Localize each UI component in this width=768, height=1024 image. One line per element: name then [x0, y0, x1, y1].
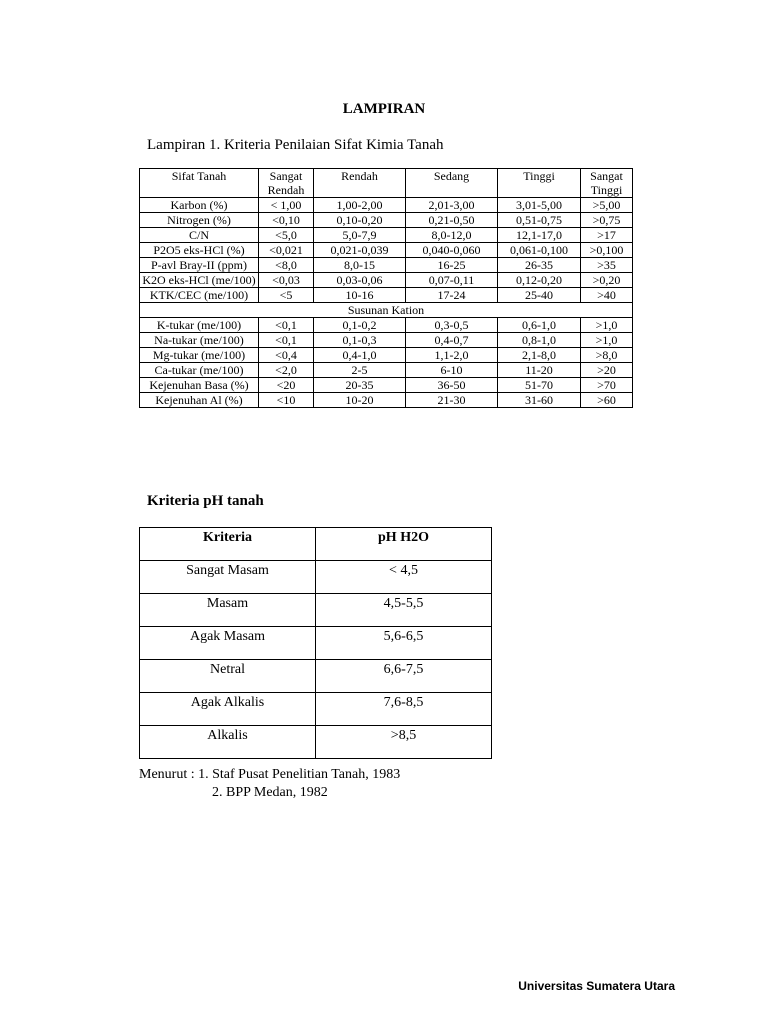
cell: 16-25 — [406, 258, 498, 273]
cell: >0,20 — [581, 273, 633, 288]
cell: 0,061-0,100 — [498, 243, 581, 258]
cell: <10 — [259, 393, 314, 408]
cell: 25-40 — [498, 288, 581, 303]
table-row — [140, 348, 633, 363]
cell: 0,07-0,11 — [406, 273, 498, 288]
cell: C/N — [140, 228, 259, 243]
cell: P-avl Bray-II (ppm) — [140, 258, 259, 273]
cell: Netral — [140, 660, 316, 693]
cell: <0,021 — [259, 243, 314, 258]
cell: < 4,5 — [316, 561, 492, 594]
cell: 26-35 — [498, 258, 581, 273]
cell: 3,01-5,00 — [498, 198, 581, 213]
table-row — [140, 198, 633, 213]
cell: Kejenuhan Al (%) — [140, 393, 259, 408]
table-row — [140, 243, 633, 258]
cell: 0,4-1,0 — [314, 348, 406, 363]
cell: <5 — [259, 288, 314, 303]
table-row — [140, 726, 492, 759]
cell: 0,1-0,2 — [314, 318, 406, 333]
cell: <2,0 — [259, 363, 314, 378]
cell: Alkalis — [140, 726, 316, 759]
cell: <0,03 — [259, 273, 314, 288]
source-line-2: 2. BPP Medan, 1982 — [212, 785, 328, 800]
cell: Kejenuhan Basa (%) — [140, 378, 259, 393]
cell: <0,10 — [259, 213, 314, 228]
cell: 8,0-12,0 — [406, 228, 498, 243]
cell: 21-30 — [406, 393, 498, 408]
table-row — [140, 561, 492, 594]
cell: 0,21-0,50 — [406, 213, 498, 228]
cell: >35 — [581, 258, 633, 273]
cell: 8,0-15 — [314, 258, 406, 273]
cell: 36-50 — [406, 378, 498, 393]
cell: 0,8-1,0 — [498, 333, 581, 348]
header-cell: Sangat Rendah — [259, 169, 314, 198]
cell: 10-20 — [314, 393, 406, 408]
cell: Sangat Masam — [140, 561, 316, 594]
cell: >0,100 — [581, 243, 633, 258]
cell: >5,00 — [581, 198, 633, 213]
cell: >0,75 — [581, 213, 633, 228]
cell: 6,6-7,5 — [316, 660, 492, 693]
cell: 0,3-0,5 — [406, 318, 498, 333]
cell: 0,12-0,20 — [498, 273, 581, 288]
cell: Masam — [140, 594, 316, 627]
header-cell: Kriteria — [140, 528, 316, 561]
cell: Nitrogen (%) — [140, 213, 259, 228]
cell: Karbon (%) — [140, 198, 259, 213]
cell: <5,0 — [259, 228, 314, 243]
cell: 7,6-8,5 — [316, 693, 492, 726]
cell: 12,1-17,0 — [498, 228, 581, 243]
cell: 2,01-3,00 — [406, 198, 498, 213]
cell: 2-5 — [314, 363, 406, 378]
table-row — [140, 333, 633, 348]
cell: 0,03-0,06 — [314, 273, 406, 288]
table-row — [140, 660, 492, 693]
cell: 0,1-0,3 — [314, 333, 406, 348]
table-row — [140, 363, 633, 378]
cell: <0,4 — [259, 348, 314, 363]
cell: 0,6-1,0 — [498, 318, 581, 333]
cell: 0,4-0,7 — [406, 333, 498, 348]
cell: 1,1-2,0 — [406, 348, 498, 363]
header-cell: Sedang — [406, 169, 498, 198]
cell: <8,0 — [259, 258, 314, 273]
cell: Agak Alkalis — [140, 693, 316, 726]
cell: < 1,00 — [259, 198, 314, 213]
cell: Agak Masam — [140, 627, 316, 660]
cell: 1,00-2,00 — [314, 198, 406, 213]
cell: >40 — [581, 288, 633, 303]
cell: 5,6-6,5 — [316, 627, 492, 660]
cell: 0,021-0,039 — [314, 243, 406, 258]
cell: 10-16 — [314, 288, 406, 303]
table-header-row — [140, 169, 633, 198]
cell: >8,0 — [581, 348, 633, 363]
cell: >20 — [581, 363, 633, 378]
ph-section-title: Kriteria pH tanah — [147, 493, 264, 509]
footer-university: Universitas Sumatera Utara — [518, 979, 675, 993]
cell: 6-10 — [406, 363, 498, 378]
section-row — [140, 303, 633, 318]
cell: KTK/CEC (me/100) — [140, 288, 259, 303]
header-cell: Sifat Tanah — [140, 169, 259, 198]
cell: K-tukar (me/100) — [140, 318, 259, 333]
cell: 5,0-7,9 — [314, 228, 406, 243]
cell: <20 — [259, 378, 314, 393]
table-row — [140, 258, 633, 273]
table-row — [140, 288, 633, 303]
source-line-1: Menurut : 1. Staf Pusat Penelitian Tanah, 1983 — [139, 767, 401, 782]
header-cell: Rendah — [314, 169, 406, 198]
table-row — [140, 627, 492, 660]
cell: 0,51-0,75 — [498, 213, 581, 228]
table1-caption: Lampiran 1. Kriteria Penilaian Sifat Kimia Tanah — [147, 137, 444, 153]
cell: 11-20 — [498, 363, 581, 378]
cell: >60 — [581, 393, 633, 408]
header-cell: Sangat Tinggi — [581, 169, 633, 198]
cell: 2,1-8,0 — [498, 348, 581, 363]
cell: Ca-tukar (me/100) — [140, 363, 259, 378]
section-label-susunan-kation: Susunan Kation — [140, 303, 633, 318]
table-header-row — [140, 528, 492, 561]
table-row — [140, 213, 633, 228]
cell: 0,10-0,20 — [314, 213, 406, 228]
cell: 51-70 — [498, 378, 581, 393]
cell: P2O5 eks-HCl (%) — [140, 243, 259, 258]
cell: >1,0 — [581, 333, 633, 348]
cell: >8,5 — [316, 726, 492, 759]
cell: <0,1 — [259, 333, 314, 348]
table-row — [140, 393, 633, 408]
cell: >70 — [581, 378, 633, 393]
source-note — [139, 766, 400, 802]
cell: >17 — [581, 228, 633, 243]
cell: 20-35 — [314, 378, 406, 393]
soil-chemistry-table — [139, 168, 633, 408]
page-title: LAMPIRAN — [342, 101, 426, 117]
cell: 0,040-0,060 — [406, 243, 498, 258]
cell: Mg-tukar (me/100) — [140, 348, 259, 363]
table-row — [140, 693, 492, 726]
table-row — [140, 273, 633, 288]
cell: K2O eks-HCl (me/100) — [140, 273, 259, 288]
table-row — [140, 228, 633, 243]
header-cell: pH H2O — [316, 528, 492, 561]
table-row — [140, 594, 492, 627]
table-row — [140, 378, 633, 393]
cell: Na-tukar (me/100) — [140, 333, 259, 348]
cell: 17-24 — [406, 288, 498, 303]
table-row — [140, 318, 633, 333]
cell: 31-60 — [498, 393, 581, 408]
header-cell: Tinggi — [498, 169, 581, 198]
cell: <0,1 — [259, 318, 314, 333]
cell: 4,5-5,5 — [316, 594, 492, 627]
ph-criteria-table — [139, 527, 492, 759]
cell: >1,0 — [581, 318, 633, 333]
